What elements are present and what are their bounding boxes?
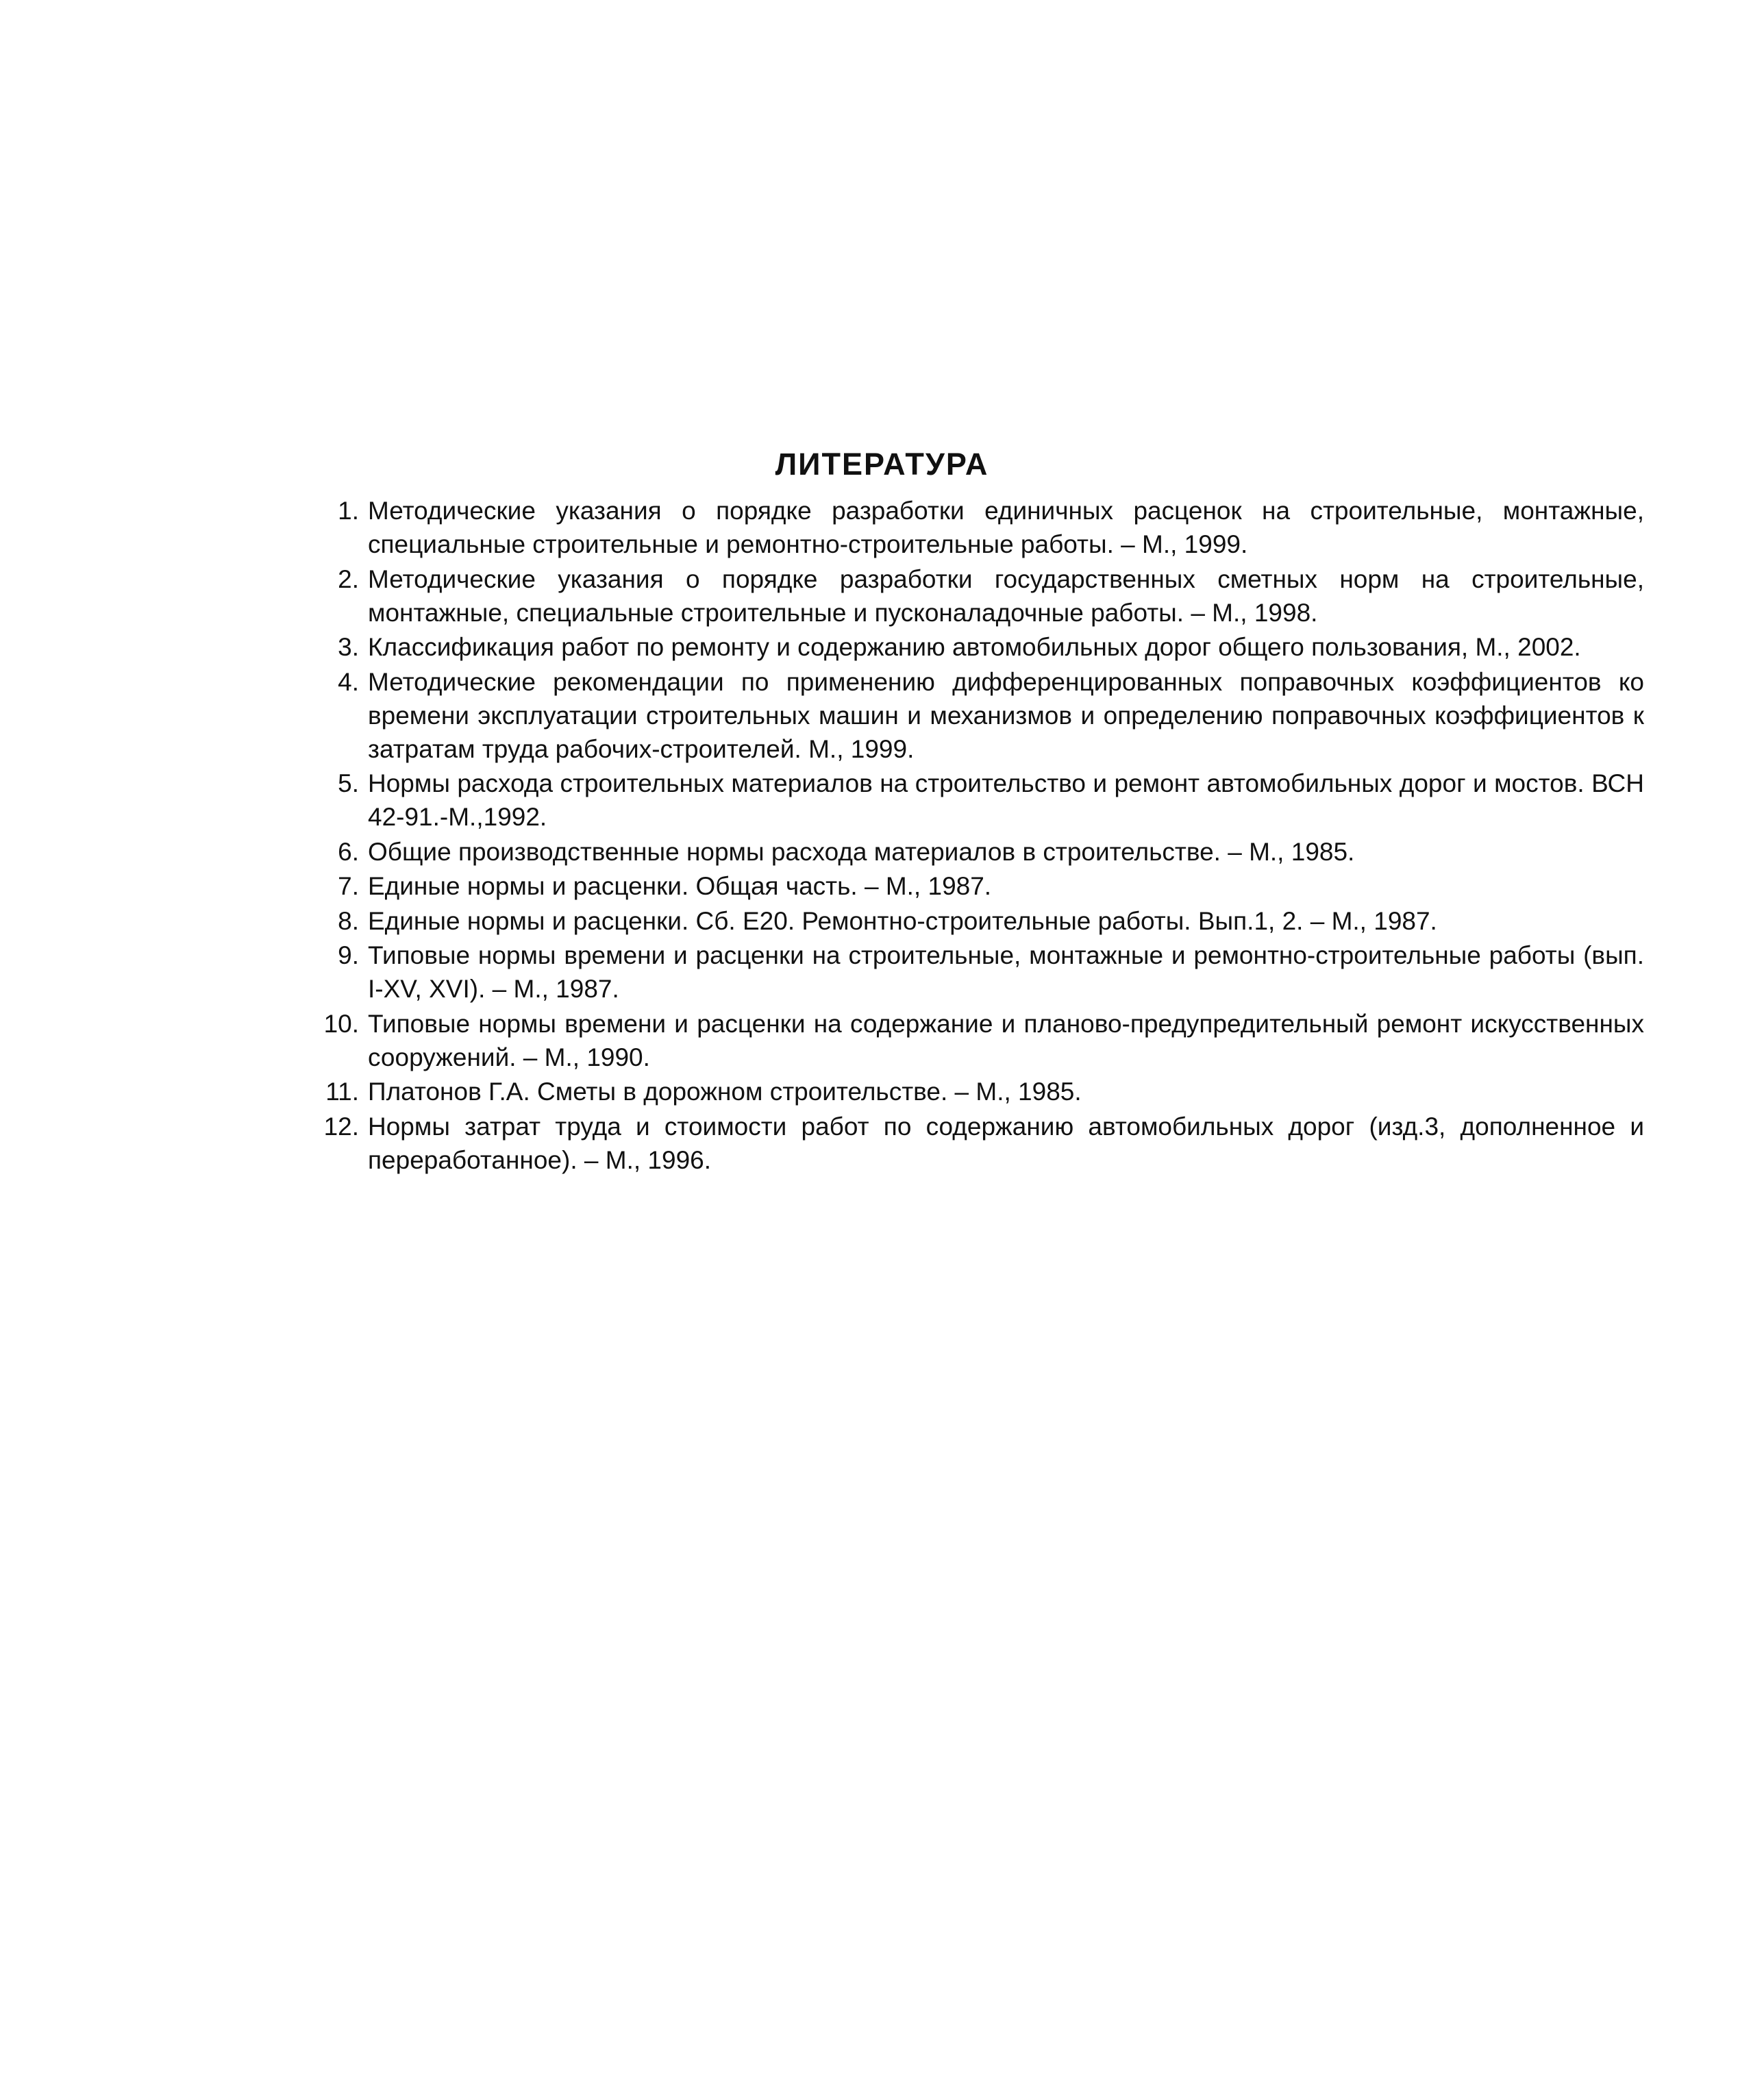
reference-item	[315, 767, 1644, 834]
reference-list	[315, 494, 1644, 1178]
section-heading: ЛИТЕРАТУРА	[775, 447, 989, 482]
reference-number: 8.	[338, 906, 359, 935]
reference-text: Методические указания о порядке разработки единичных расценок на строительные, монтажные, специальные строительные и ремонтно-строительные работы. – М., 1999.	[368, 497, 1644, 558]
reference-number: 6.	[338, 837, 359, 866]
reference-number: 10.	[323, 1009, 359, 1038]
reference-text: Типовые нормы времени и расценки на строительные, монтажные и ремонтно-строительные работы (вып. I-XV, XVI). – М., 1987.	[368, 941, 1644, 1003]
reference-number: 7.	[338, 872, 359, 900]
reference-item	[315, 1075, 1644, 1108]
reference-number: 2.	[338, 564, 359, 593]
reference-item	[315, 1110, 1644, 1177]
reference-item	[315, 494, 1644, 561]
reference-number: 4.	[338, 667, 359, 696]
reference-item	[315, 869, 1644, 903]
reference-number: 5.	[338, 769, 359, 797]
reference-item	[315, 1007, 1644, 1074]
reference-item	[315, 562, 1644, 630]
reference-item	[315, 904, 1644, 938]
reference-number: 9.	[338, 941, 359, 969]
reference-item	[315, 835, 1644, 869]
reference-text: Платонов Г.А. Сметы в дорожном строительстве. – М., 1985.	[368, 1078, 1082, 1106]
reference-number: 11.	[325, 1078, 359, 1106]
reference-text: Общие производственные нормы расхода материалов в строительстве. – М., 1985.	[368, 837, 1355, 866]
reference-item	[315, 665, 1644, 766]
reference-text: Классификация работ по ремонту и содержанию автомобильных дорог общего пользования, М., 2002.	[368, 633, 1581, 661]
reference-text: Типовые нормы времени и расценки на содержание и планово-предупредительный ремонт искусственных сооружений. – М., 1990.	[368, 1009, 1644, 1071]
reference-text: Методические указания о порядке разработки государственных сметных норм на строительные, монтажные, специальные строительные и пусконаладочные работы. – М., 1998.	[368, 564, 1644, 627]
reference-text: Нормы расхода строительных материалов на строительство и ремонт автомобильных дорог и мостов. ВСН 42-91.-М.,1992.	[368, 769, 1644, 831]
reference-number: 12.	[323, 1112, 359, 1141]
reference-item	[315, 630, 1644, 664]
reference-text: Методические рекомендации по применению дифференцированных поправочных коэффициентов ко времени эксплуатации строительных машин и механизмов и определению поправочных коэффициентов к затратам труда рабочих-строителей. М., 1999.	[368, 667, 1644, 763]
reference-text: Единые нормы и расценки. Общая часть. – М., 1987.	[368, 872, 992, 900]
reference-item	[315, 938, 1644, 1006]
reference-text: Нормы затрат труда и стоимости работ по содержанию автомобильных дорог (изд.3, дополненное и переработанное). – М., 1996.	[368, 1112, 1644, 1174]
reference-text: Единые нормы и расценки. Сб. Е20. Ремонтно-строительные работы. Вып.1, 2. – М., 1987.	[368, 906, 1437, 935]
reference-number: 1.	[338, 497, 359, 525]
reference-number: 3.	[338, 633, 359, 661]
